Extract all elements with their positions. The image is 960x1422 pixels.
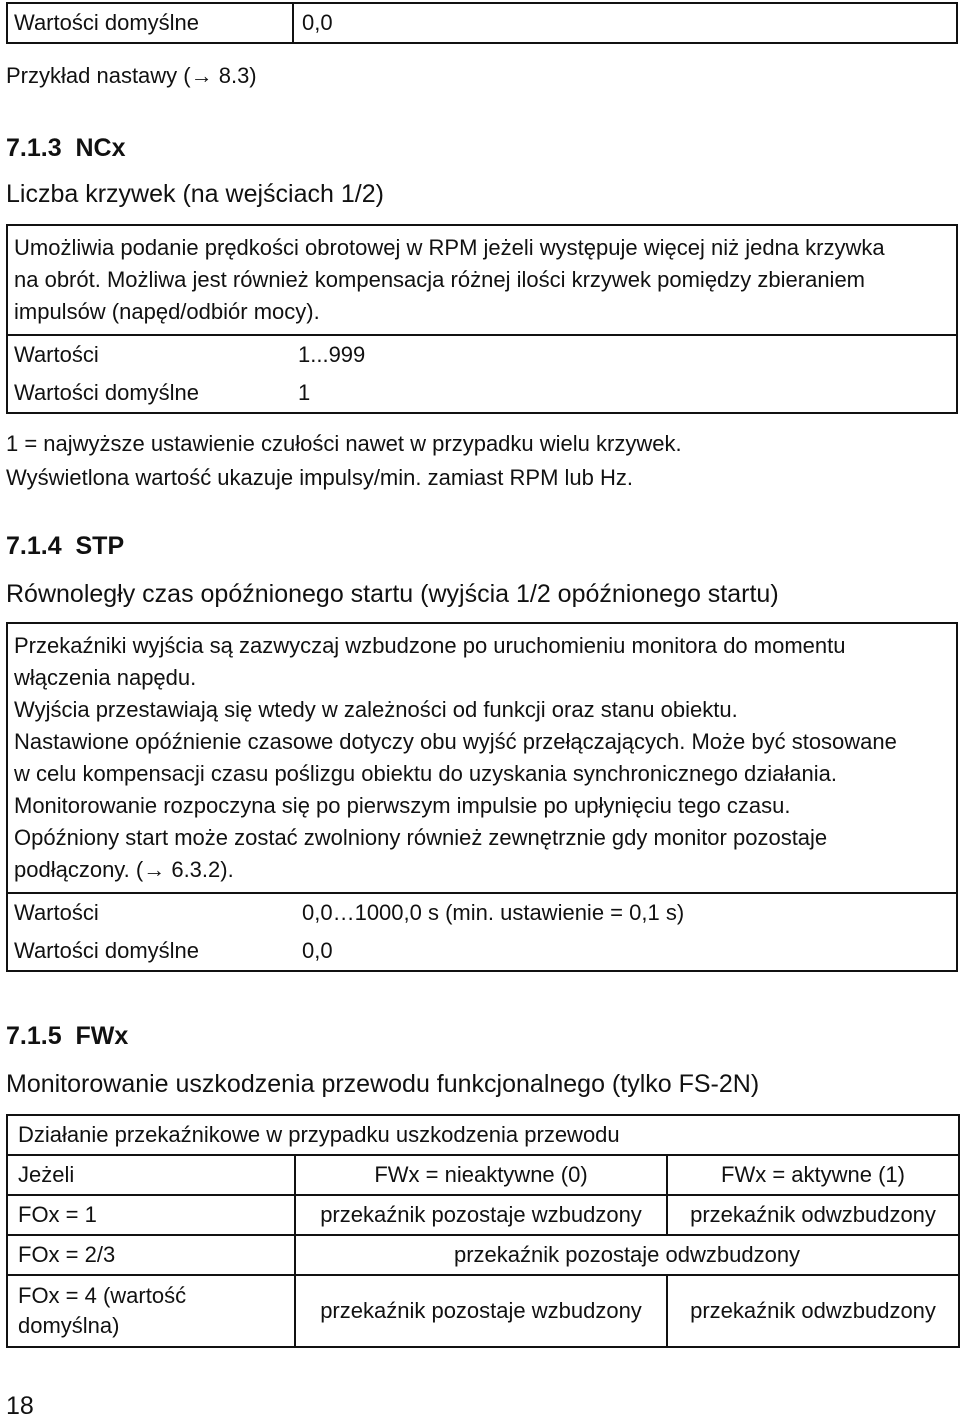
example-reference: Przykład nastawy (→ 8.3): [6, 63, 257, 88]
fwx-behaviour-table: [6, 1114, 960, 1348]
fwx-row1-inactive: przekaźnik pozostaje wzbudzony: [295, 1195, 667, 1235]
ncx-note-line-1: 1 = najwyższe ustawienie czułości nawet w przypadku wielu krzywek.: [6, 431, 682, 456]
stp-desc-line-2: włączenia napędu.: [14, 665, 197, 690]
stp-values-value: 0,0…1000,0 s (min. ustawienie = 0,1 s): [302, 900, 685, 925]
ncx-default-value: 1: [298, 380, 311, 405]
section-heading-714: 7.1.4 STP: [6, 532, 125, 560]
section-heading-715: 7.1.5 FWx: [6, 1022, 129, 1050]
page-number: 18: [6, 1392, 34, 1420]
ncx-info-box: [6, 224, 958, 414]
fwx-header-active: FWx = aktywne (1): [667, 1155, 959, 1195]
stp-desc-line-6: Monitorowanie rozpoczyna się po pierwszym impulsie po upłynięciu tego czasu.: [14, 793, 791, 818]
ncx-default-label: Wartości domyślne: [14, 380, 200, 405]
fwx-row3-label: [7, 1275, 295, 1347]
stp-separator-1: [8, 892, 956, 894]
stp-default-label: Wartości domyślne: [14, 938, 200, 963]
section-subtitle-714: Równoległy czas opóźnionego startu (wyjścia 1/2 opóźnionego startu): [6, 580, 779, 608]
fwx-header-if: Jeżeli: [7, 1155, 295, 1195]
stp-values-label: Wartości: [14, 900, 99, 925]
fwx-row3-inactive: przekaźnik pozostaje wzbudzony: [295, 1275, 667, 1347]
ncx-desc-line-3: impulsów (napęd/odbiór mocy).: [14, 299, 320, 324]
fwx-row3-label-line-1: FOx = 4 (wartość: [18, 1283, 187, 1308]
stp-desc-line-4: Nastawione opóźnienie czasowe dotyczy obu wyjść przełączających. Może być stosowane: [14, 729, 897, 754]
fwx-row2-label: FOx = 2/3: [7, 1235, 295, 1275]
stp-default-value: 0,0: [302, 938, 333, 963]
default-value: 0,0: [302, 10, 333, 35]
ncx-desc-line-2: na obrót. Możliwa jest również kompensacja różnej ilości krzywek pomiędzy zbieraniem: [14, 267, 866, 292]
ncx-values-label: Wartości: [14, 342, 99, 367]
section-heading-713: 7.1.3 NCx: [6, 134, 126, 162]
section-subtitle-715: Monitorowanie uszkodzenia przewodu funkcjonalnego (tylko FS-2N): [6, 1070, 760, 1098]
default-label: Wartości domyślne: [14, 10, 200, 35]
stp-desc-line-8: podłączony. (→ 6.3.2).: [14, 857, 234, 882]
stp-desc-line-5: w celu kompensacji czasu poślizgu obiektu do uzyskania synchronicznego działania.: [14, 761, 838, 786]
ncx-note-line-2: Wyświetlona wartość ukazuje impulsy/min. zamiast RPM lub Hz.: [6, 465, 633, 490]
stp-desc-line-3: Wyjścia przestawiają się wtedy w zależności od funkcji oraz stanu obiektu.: [14, 697, 738, 722]
ncx-values-value: 1...999: [298, 342, 366, 367]
section-subtitle-713: Liczba krzywek (na wejściach 1/2): [6, 180, 384, 208]
stp-desc-line-1: Przekaźniki wyjścia są zazwyczaj wzbudzone po uruchomieniu monitora do momentu: [14, 633, 846, 658]
fwx-row3-active: przekaźnik odwzbudzony: [667, 1275, 959, 1347]
top-default-box: [6, 2, 958, 44]
fwx-row1-active: przekaźnik odwzbudzony: [667, 1195, 959, 1235]
fwx-table-title: Działanie przekaźnikowe w przypadku uszkodzenia przewodu: [7, 1115, 959, 1155]
fwx-row1-label: FOx = 1: [7, 1195, 295, 1235]
ncx-separator-1: [8, 334, 956, 336]
fwx-header-inactive: FWx = nieaktywne (0): [295, 1155, 667, 1195]
stp-desc-line-7: Opóźniony start może zostać zwolniony również zewnętrznie gdy monitor pozostaje: [14, 825, 828, 850]
fwx-row3-label-line-2: domyślna): [18, 1313, 120, 1338]
stp-info-box: [6, 622, 958, 972]
fwx-row2-both: przekaźnik pozostaje odwzbudzony: [295, 1235, 959, 1275]
default-divider: [292, 4, 294, 44]
ncx-desc-line-1: Umożliwia podanie prędkości obrotowej w RPM jeżeli występuje więcej niż jedna krzywka: [14, 235, 885, 260]
